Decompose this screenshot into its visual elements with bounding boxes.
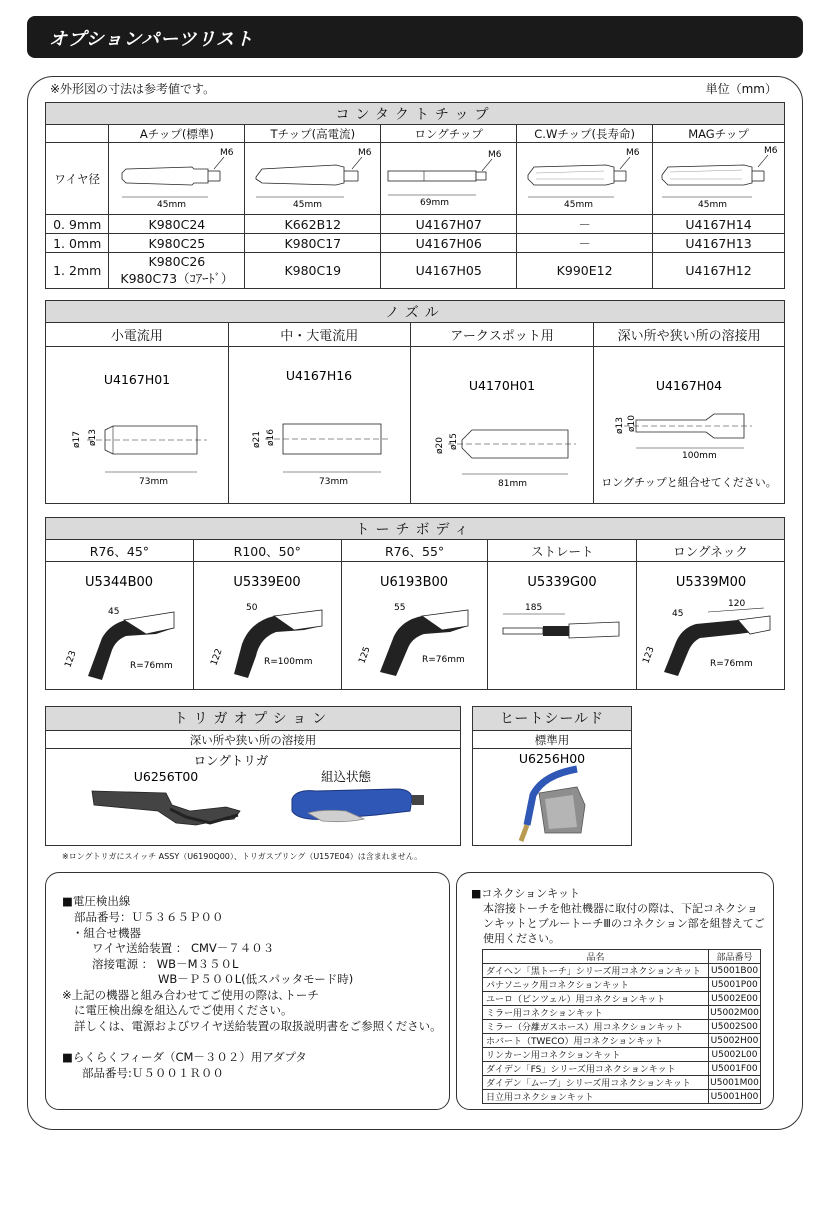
col-long-tip: ロングチップ — [381, 125, 517, 143]
adapter-title: ■らくらくフィーダ（CM－３０２）用アダプタ — [62, 1050, 307, 1064]
svg-text:123: 123 — [63, 648, 80, 669]
t-tip-drawing — [245, 143, 381, 215]
table-row: パナソニック用コネクションキット U5001P00 — [483, 978, 761, 992]
voltage-info-box — [45, 872, 450, 1110]
cw-tip-drawing — [517, 143, 653, 215]
unit-label: 単位（mm） — [705, 82, 777, 96]
col-cw-tip: C.Wチップ(長寿命) — [517, 125, 653, 143]
connection-kit-box — [456, 872, 774, 1110]
col-mag-tip: MAGチップ — [653, 125, 785, 143]
table-row: ミラー（分離ガスホース）用コネクションキット U5002S00 — [483, 1020, 761, 1034]
connection-col-part: 部品番号 — [709, 950, 761, 964]
wire-size-label: ワイヤ径 — [46, 143, 109, 215]
svg-text:ロングトリガ: ロングトリガ — [193, 753, 269, 768]
torch-long-neck-cell — [637, 562, 785, 690]
cw-tip-thread: M6 — [625, 147, 640, 158]
nozzle-deep-note: ロングチップと組合せてください。 — [601, 476, 777, 489]
svg-text:R=76mm: R=76mm — [709, 658, 753, 669]
svg-text:185: 185 — [525, 602, 543, 613]
heat-shield-box — [472, 706, 632, 846]
svg-text:122: 122 — [209, 646, 225, 667]
svg-text:55: 55 — [394, 602, 406, 613]
table-row: 0. 9mm K980C24 K662B12 U4167H07 － U4167H14 — [46, 215, 785, 234]
page-title: オプションパーツリスト — [49, 29, 255, 50]
connection-title: ■コネクションキット — [471, 887, 580, 900]
svg-text:120: 120 — [727, 598, 745, 609]
svg-text:U5339M00: U5339M00 — [675, 574, 746, 590]
svg-text:組込状態: 組込状態 — [320, 769, 372, 784]
table-row: ダイデン「FS」シリーズ用コネクションキット U5001F00 — [483, 1062, 761, 1076]
heat-shield-heading: ヒートシールド — [473, 707, 631, 731]
table-row: ダイヘン「黒トーチ」シリーズ用コネクションキット U5001B00 — [483, 964, 761, 978]
voltage-feeder: ワイヤ送給装置 ： CMV－７４０３ — [92, 941, 275, 955]
nozzle-deep-cell — [594, 347, 785, 504]
svg-text:ø10: ø10 — [627, 415, 638, 432]
cw-tip-length: 45mm — [563, 199, 593, 210]
col-small-current: 小電流用 — [46, 323, 229, 347]
svg-text:45: 45 — [671, 608, 684, 619]
voltage-note3: 詳しくは、電源およびワイヤ送給装置の取扱説明書をご参照ください。 — [74, 1019, 442, 1033]
table-row: 1. 0mm K980C25 K980C17 U4167H06 － U4167H13 — [46, 234, 785, 253]
svg-text:U5339G00: U5339G00 — [527, 574, 597, 590]
table-row: 日立用コネクションキット U5001H00 — [483, 1090, 761, 1104]
svg-text:R=100mm: R=100mm — [264, 656, 313, 667]
connection-col-name: 品名 — [483, 950, 709, 964]
svg-text:50: 50 — [246, 602, 258, 613]
voltage-power1: 溶接電源 ： WB－M３５０L — [92, 957, 239, 971]
svg-text:U6193B00: U6193B00 — [380, 574, 449, 590]
svg-text:81mm: 81mm — [498, 479, 528, 489]
torch-r100-50-cell — [193, 562, 341, 690]
svg-text:100mm: 100mm — [682, 451, 717, 461]
long-tip-drawing — [381, 143, 517, 215]
col-t-tip: Tチップ(高電流) — [245, 125, 381, 143]
col-r76-55: R76、55° — [341, 540, 488, 562]
voltage-title: ■電圧検出線 — [62, 894, 131, 908]
connection-desc2: ンキットとブルートーチⅢのコネクション部を組替えてご — [483, 917, 765, 930]
svg-text:ø16: ø16 — [266, 429, 277, 446]
svg-text:U6256H00: U6256H00 — [518, 751, 586, 766]
col-a-tip: Aチップ(標準) — [109, 125, 245, 143]
connection-kit-table — [482, 949, 761, 1104]
col-r100-50: R100、50° — [193, 540, 341, 562]
a-tip-length: 45mm — [156, 199, 186, 210]
nozzle-arc-spot-cell — [410, 347, 594, 504]
torch-body-heading: トーチボディ — [46, 518, 785, 540]
t-tip-length: 45mm — [292, 199, 322, 210]
svg-text:R=76mm: R=76mm — [422, 654, 465, 665]
a-tip-thread: M6 — [219, 147, 234, 158]
svg-text:ø21: ø21 — [252, 431, 263, 448]
table-row: ユーロ（ビンツェル）用コネクションキット U5002E00 — [483, 992, 761, 1006]
table-row: ホバート（TWECO）用コネクションキット U5002H00 — [483, 1034, 761, 1048]
trigger-heading: トリガオプション — [46, 707, 460, 731]
long-tip-thread: M6 — [487, 149, 502, 160]
nozzle-small-cell — [46, 347, 229, 504]
trigger-footnote: ※ロングトリガにスイッチ ASSY（U6190Q00）、トリガスプリング（U157E04）は含まれません。 — [62, 852, 423, 861]
page-title-bar — [27, 16, 803, 58]
mag-tip-thread: M6 — [763, 145, 778, 156]
svg-text:ø20: ø20 — [435, 437, 446, 454]
col-deep-narrow: 深い所や狭い所の溶接用 — [594, 323, 785, 347]
col-r76-45: R76、45° — [46, 540, 194, 562]
svg-text:ø17: ø17 — [71, 431, 82, 448]
mag-tip-drawing — [653, 143, 785, 215]
torch-r76-45-cell — [46, 562, 194, 690]
svg-text:45: 45 — [108, 606, 120, 617]
nozzle-deep-code: U4167H04 — [656, 378, 723, 393]
torch-straight-cell — [488, 562, 637, 690]
mag-tip-length: 45mm — [697, 199, 727, 210]
connection-desc3: 使用ください。 — [483, 932, 560, 945]
torch-body-table — [45, 517, 785, 690]
long-tip-length: 69mm — [419, 197, 449, 208]
col-arc-spot: アークスポット用 — [410, 323, 594, 347]
heat-shield-sub: 標準用 — [473, 731, 631, 749]
contact-tip-heading: コンタクトチップ — [46, 103, 785, 125]
adapter-part: 部品番号:Ｕ５００１Ｒ００ — [82, 1066, 224, 1080]
nozzle-mid-code: U4167H16 — [286, 368, 353, 383]
table-row: ミラー用コネクションキット U5002M00 — [483, 1006, 761, 1020]
svg-text:ø13: ø13 — [87, 429, 98, 446]
nozzle-heading: ノズル — [46, 301, 785, 323]
voltage-part: 部品番号：Ｕ５３６５Ｐ００ — [74, 910, 224, 924]
dimension-note: ※外形図の寸法は参考値です。 — [50, 82, 216, 96]
svg-text:73mm: 73mm — [319, 477, 349, 487]
table-row: 1. 2mm K980C26 K980C73（ｺｱｰﾄﾞ） K980C19 U4167H05 K990E12 U4167H12 — [46, 253, 785, 289]
svg-text:73mm: 73mm — [138, 477, 168, 487]
svg-text:U6256T00: U6256T00 — [133, 769, 199, 784]
nozzle-table — [45, 300, 785, 504]
table-row: ダイデン「ムーブ」シリーズ用コネクションキット U5001M00 — [483, 1076, 761, 1090]
svg-text:R=76mm: R=76mm — [130, 660, 174, 671]
svg-text:ø15: ø15 — [449, 433, 460, 450]
col-straight: ストレート — [488, 540, 637, 562]
voltage-note2: に電圧検出線を組込んでご使用ください。 — [74, 1003, 293, 1017]
trigger-sub: 深い所や狭い所の溶接用 — [46, 731, 460, 749]
col-long-neck: ロングネック — [637, 540, 785, 562]
col-mid-high-current: 中・大電流用 — [228, 323, 410, 347]
voltage-combo: ・組合せ機器 — [72, 926, 141, 940]
trigger-option-box — [45, 706, 461, 846]
nozzle-arc-spot-code: U4170H01 — [468, 378, 536, 393]
svg-text:U5339E00: U5339E00 — [233, 574, 301, 590]
nozzle-mid-cell — [228, 347, 410, 504]
connection-desc1: 本溶接トーチを他社機器に取付の際は、下記コネクショ — [483, 902, 758, 915]
voltage-note1: ※上記の機器と組み合わせてご使用の際は､トーチ — [62, 988, 319, 1002]
contact-tip-table — [45, 102, 785, 289]
svg-text:125: 125 — [357, 644, 373, 665]
voltage-power2: WB－Ｐ５００L(低スパッタモード時) — [158, 972, 354, 986]
torch-r76-55-cell — [341, 562, 488, 690]
svg-text:123: 123 — [640, 644, 657, 665]
a-tip-drawing — [109, 143, 245, 215]
svg-text:U5344B00: U5344B00 — [85, 574, 154, 590]
svg-text:ø13: ø13 — [615, 417, 626, 434]
t-tip-thread: M6 — [357, 147, 372, 158]
heat-shield-drawing — [473, 749, 631, 845]
trigger-drawing — [46, 749, 460, 845]
table-row: リンカーン用コネクションキット U5002L00 — [483, 1048, 761, 1062]
nozzle-small-code: U4167H01 — [103, 372, 171, 387]
